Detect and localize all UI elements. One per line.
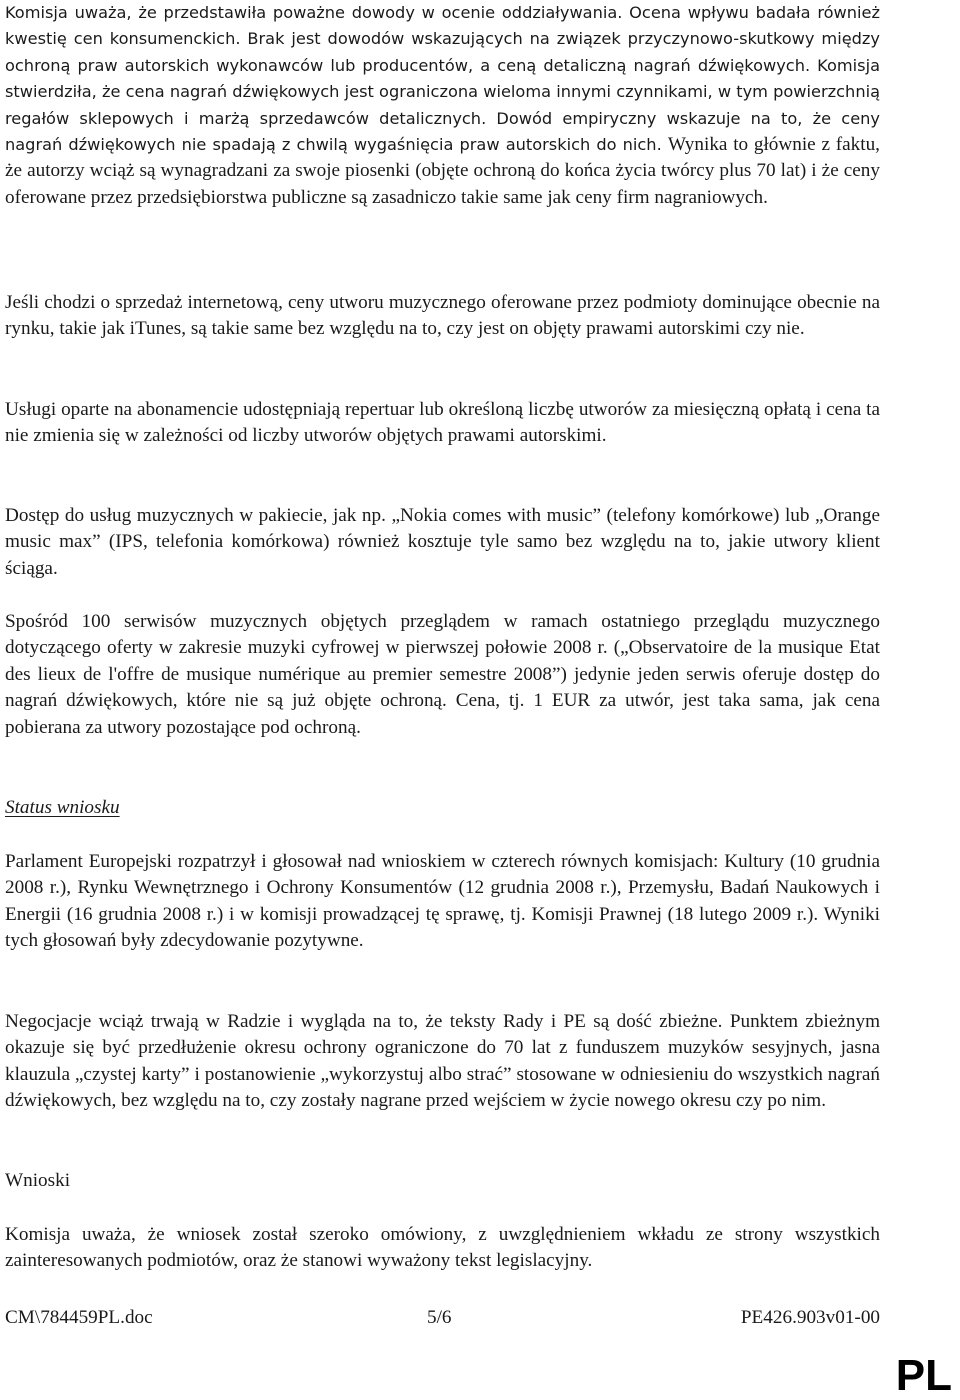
heading-conclusions: Wnioski <box>5 1170 71 1191</box>
footer-pe-reference: PE426.903v01-00 <box>740 1307 880 1328</box>
paragraph-subscription-services: Usługi oparte na abonamencie udostępniają repertuar lub określoną liczbę utworów za miesięczną opłatą i cena ta nie zmienia się w zależności od liczby utworów objętych prawami autorskimi. <box>5 399 880 447</box>
paragraph-bundled-services: Dostęp do usług muzycznych w pakiecie, jak np. „Nokia comes with music” (telefony komórkowe) lub „Orange music max” (IPS, telefonia komórkowa) również kosztuje tyle samo bez względu na to, jakie utwory klient ściąga. <box>5 505 880 579</box>
paragraph-impact-assessment <box>5 0 880 211</box>
footer-document-reference: CM\784459PL.doc <box>5 1307 153 1328</box>
paragraph-internet-sales: Jeśli chodzi o sprzedaż internetową, ceny utworu muzycznego oferowane przez podmioty dominujące obecnie na rynku, takie jak iTunes, są takie same bez względu na to, czy jest on objęty prawami autorskimi czy nie. <box>5 292 880 340</box>
paragraph-council-negotiations: Negocjacje wciąż trwają w Radzie i wygląda na to, że teksty Rady i PE są dość zbieżne. Punktem zbieżnym okazuje się być przedłużenie okresu ochrony ograniczone do 70 lat z funduszem muzyków sesyjnych, jasna klauzula „czystej karty” i postanowienie „wykorzystuj albo strać” stosowane w odniesieniu do wszystkich nagrań dźwiękowych, bez względu na to, czy zostały nagrane przed wejściem w życie nowego okresu czy po nim. <box>5 1011 880 1112</box>
footer-page-number: 5/6 <box>427 1307 452 1328</box>
heading-status: Status wniosku <box>5 797 120 818</box>
paragraph-impact-assessment-serif: Wynika to głównie z faktu, że autorzy wciąż są wynagradzani za swoje piosenki (objęte ochroną do końca życia twórcy plus 70 lat) i że ceny oferowane przez przedsiębiorstwa publiczne są zasadniczo takie same jak ceny firm nagraniowych. <box>5 134 880 208</box>
language-code: PL <box>895 1351 952 1400</box>
paragraph-conclusions: Komisja uważa, że wniosek został szeroko omówiony, z uwzględnieniem wkładu ze strony wszystkich zainteresowanych podmiotów, oraz że stanowi wyważony tekst legislacyjny. <box>5 1224 880 1272</box>
paragraph-parliament-votes: Parlament Europejski rozpatrzył i głosował nad wnioskiem w czterech równych komisjach: Kultury (10 grudnia 2008 r.), Rynku Wewnętrznego i Ochrony Konsumentów (12 grudnia 2008 r.), Przemysłu, Badań Naukowych i Energii (16 grudnia 2008 r.) i w komisji prowadzącej tę sprawę, tj. Komisji Prawnej (18 lutego 2009 r.). Wyniki tych głosowań były zdecydowanie pozytywne. <box>5 851 880 952</box>
paragraph-music-services-survey: Spośród 100 serwisów muzycznych objętych przeglądem w ramach ostatniego przeglądu muzycznego dotyczącego oferty w zakresie muzyki cyfrowej w pierwszej połowie 2008 r. („Observatoire de la musique Etat des lieux de l'offre de musique numérique au premier semestre 2008”) jedynie jeden serwis oferuje dostęp do nagrań dźwiękowych, które nie są już objęte ochroną. Cena, tj. 1 EUR za utwór, jest taka sama, jak cena pobierana za utwory pozostające pod ochroną. <box>5 611 880 738</box>
paragraph-impact-assessment-sans: Komisja uważa, że przedstawiła poważne dowody w ocenie oddziaływania. Ocena wpływu badała również kwestię cen konsumenckich. Brak jest dowodów wskazujących na związek przyczynowo-skutkowy między ochroną praw autorskich wykonawców lub producentów, a ceną detaliczną nagrań dźwiękowych. Komisja stwierdziła, że cena nagrań dźwiękowych jest ograniczona wieloma innymi czynnikami, w tym powierzchnią regałów sklepowych i marżą sprzedawców detalicznych. Dowód empiryczny wskazuje na to, że ceny nagrań dźwiękowych nie spadają z chwilą wygaśnięcia praw autorskich do nich. <box>5 3 880 155</box>
